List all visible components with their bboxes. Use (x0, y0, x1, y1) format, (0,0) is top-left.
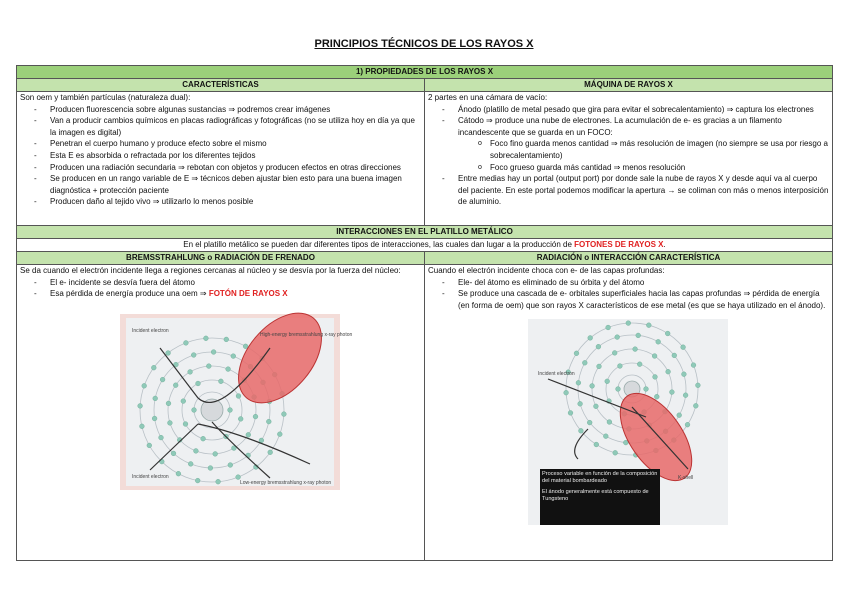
electron-dot (184, 340, 189, 345)
foton-highlight: FOTÓN DE RAYOS X (208, 289, 288, 299)
list-item: - Se produce una cascada de e- orbitales superficiales hacia las capas profundas ⇒ pérdida de energía (en forma de oem) que son rayos X característicos de ese metal (es que se haya utilizado en el ánodo). (428, 288, 829, 311)
electron-dot (618, 364, 623, 369)
electron-dot (228, 407, 233, 412)
electron-dot (606, 325, 611, 330)
bremsstrahlung-list (20, 277, 421, 300)
section2-intro-end: . (663, 240, 666, 249)
electron-dot (238, 416, 243, 421)
electron-dot (654, 395, 659, 400)
electron-dot (195, 478, 200, 483)
electron-dot (576, 381, 581, 386)
section2-header: INTERACCIONES EN EL PLATILLO METÁLICO (17, 226, 833, 239)
electron-dot (138, 403, 143, 408)
electron-dot (196, 381, 201, 386)
electron-dot (683, 393, 688, 398)
electron-dot (208, 465, 213, 470)
maquina-cell (425, 92, 833, 226)
electron-dot (607, 420, 612, 425)
list-item: - Producen fluorescencia sobre algunas sustancias ⇒ podremos crear imágenes (20, 104, 421, 116)
electron-dot (613, 451, 618, 456)
maquina-list (428, 104, 829, 139)
electron-dot (665, 331, 670, 336)
electron-dot (152, 416, 157, 421)
caracteristicas-intro: Son oem y también partículas (naturaleza dual): (20, 93, 191, 102)
electron-dot (637, 362, 642, 367)
electron-dot (147, 443, 152, 448)
list-item-catodo (428, 115, 829, 138)
list-item: - Van a producir cambios químicos en placas radiográficas y fotográficas (no se utiliza hoy en día ya que la imagen es digital) (20, 115, 421, 138)
label-kshell: K-shell (678, 475, 694, 482)
electron-dot (282, 411, 287, 416)
electron-dot (246, 432, 251, 437)
electron-dot (670, 390, 675, 395)
caracteristica-intro: Cuando el electrón incidente choca con e- de las capas profundas: (428, 266, 665, 275)
electron-dot (231, 353, 236, 358)
electron-dot (636, 333, 641, 338)
electron-dot (160, 377, 165, 382)
caracteristica-list (428, 277, 829, 312)
electron-dot (666, 370, 671, 375)
electron-dot (588, 336, 593, 341)
label-high-energy: High-energy bremsstrahlung x-ray photon (260, 331, 353, 338)
caracteristica-header: RADIACIÓN o INTERACCIÓN CARACTERÍSTICA (425, 252, 833, 265)
electron-dot (693, 404, 698, 409)
list-item: - Se producen en un rango variable de E ⇒ técnicos deben ajustar bien esto para una buena imagen diagnóstica + protección paciente (20, 173, 421, 196)
electron-dot (188, 369, 193, 374)
electron-dot (183, 421, 188, 426)
electron-dot (168, 420, 173, 425)
bremsstrahlung-intro: Se da cuando el electrón incidente llega a regiones cercanas al núcleo y se desvía por la fuerza del núcleo: (20, 266, 401, 275)
electron-dot (166, 401, 171, 406)
electron-dot (578, 402, 583, 407)
electron-dot (166, 350, 171, 355)
list-item: - Penetran el cuerpo humano y produce efecto sobre el mismo (20, 138, 421, 150)
electron-dot (192, 407, 197, 412)
electron-dot (653, 375, 658, 380)
electron-dot (594, 442, 599, 447)
electron-dot (176, 471, 181, 476)
electron-dot (236, 393, 241, 398)
electron-dot (587, 421, 592, 426)
label-low-energy: Low-energy bremsstrahlung x-ray photon (240, 479, 332, 486)
list-item: - Producen daño al tejido vivo ⇒ utilizarlo lo menos posible (20, 196, 421, 208)
electron-dot (646, 323, 651, 328)
electron-dot (206, 363, 211, 368)
electron-dot (615, 335, 620, 340)
section2-intro (17, 239, 833, 252)
electron-dot (603, 434, 608, 439)
electron-dot (582, 361, 587, 366)
maquina-intro: 2 partes en una cámara de vacío: (428, 93, 548, 102)
list-item: - Esta E es absorbida o refractada por los diferentes tejidos (20, 150, 421, 162)
electron-dot (188, 461, 193, 466)
page-title: PRINCIPIOS TÉCNICOS DE LOS RAYOS X (314, 38, 534, 50)
electron-dot (568, 411, 573, 416)
electron-dot (268, 450, 273, 455)
electron-dot (597, 364, 602, 369)
electron-dot (140, 424, 145, 429)
electron-dot (681, 345, 686, 350)
caracteristicas-cell (17, 92, 425, 226)
portal-list (428, 173, 829, 208)
electron-dot (685, 423, 690, 428)
electron-dot (691, 363, 696, 368)
bremsstrahlung-cell (17, 265, 425, 561)
caracteristica-cell (425, 265, 833, 561)
electron-dot (633, 347, 638, 352)
electron-dot (224, 337, 229, 342)
caracteristica-diagram (528, 319, 728, 525)
caracteristicas-header: CARACTERÍSTICAS (17, 79, 425, 92)
electron-dot (201, 436, 206, 441)
caption-proceso: Proceso variable en función de la composición del material bombardeado (542, 471, 658, 485)
electron-dot (228, 462, 233, 467)
electron-dot (677, 413, 682, 418)
electron-dot (171, 451, 176, 456)
perdida-text: Esa pérdida de energía produce una oem ⇒ (50, 289, 209, 299)
label-incident-top: Incident electron (132, 327, 169, 334)
electron-dot (696, 383, 701, 388)
list-item: - Producen una radiación secundaria ⇒ rebotan con objetos y producen efectos en otras direcciones (20, 162, 421, 174)
electron-dot (181, 398, 186, 403)
electron-dot (226, 366, 231, 371)
bremsstrahlung-header: BREMSSTRAHLUNG o RADIACIÓN DE FRENADO (17, 252, 425, 265)
electron-dot (644, 387, 649, 392)
bremsstrahlung-diagram (120, 314, 353, 490)
electron-dot (682, 372, 687, 377)
electron-dot (142, 383, 147, 388)
electron-dot (574, 351, 579, 356)
electron-dot (564, 391, 569, 396)
electron-dot (616, 387, 621, 392)
electron-dot (672, 353, 677, 358)
electron-dot (605, 379, 610, 384)
electron-dot (612, 351, 617, 356)
electron-dot (579, 429, 584, 434)
list-item: - El e- incidente se desvía fuera del átomo (20, 277, 421, 289)
electron-dot (219, 379, 224, 384)
list-item-anodo: - Ánodo (platillo de metal pesado que gira para evitar el sobrecalentamiento) ⇒ captura los electrones (428, 104, 829, 116)
list-item: o Foco fino guarda menos cantidad ⇒ más resolución de imagen (no siempre se usa por riesgo a sobrecalentamiento) (428, 138, 829, 161)
electron-dot (253, 414, 258, 419)
main-table (16, 65, 833, 561)
caracteristicas-list (20, 104, 421, 208)
electron-dot (590, 384, 595, 389)
electron-dot (216, 479, 221, 484)
electron-dot (626, 321, 631, 326)
electron-dot (159, 435, 164, 440)
electron-dot (594, 404, 599, 409)
section2-intro-text: En el platillo metálico se pueden dar diferentes tipos de interacciones, las cuales dan lugar a la producción de (183, 240, 575, 249)
electron-dot (204, 336, 209, 341)
electron-dot (151, 365, 156, 370)
electron-dot (596, 345, 601, 350)
fotones-highlight: FOTONES DE RAYOS X (574, 240, 664, 249)
label-incident: Incident electron (538, 371, 575, 378)
list-item: - Ele- del átomo es eliminado de su órbita y del átomo (428, 277, 829, 289)
list-item-portal: - Entre medias hay un portal (output port) por donde sale la nube de rayos X y desde aquí va al cuerpo del paciente. En este portal podemos modificar la apertura → se coliman con más o menos interposición de aluminio. (428, 173, 829, 208)
foco-list (428, 138, 829, 173)
catodo-text: Cátodo ⇒ produce una nube de electrones. La acumulación de e- es gracias a un filamento incandescente que se guarda en un FOCO: (458, 116, 782, 137)
electron-dot (277, 432, 282, 437)
electron-dot (652, 354, 657, 359)
electron-dot (211, 349, 216, 354)
electron-dot (191, 352, 196, 357)
list-item (20, 288, 421, 300)
list-item: o Foco grueso guarda más cantidad ⇒ menos resolución (428, 162, 829, 174)
section1-header: 1) PROPIEDADES DE LOS RAYOS X (17, 66, 833, 79)
electron-dot (656, 340, 661, 345)
electron-dot (194, 448, 199, 453)
label-incident-bottom: Incident electron (132, 473, 169, 480)
electron-dot (266, 419, 271, 424)
maquina-header: MÁQUINA DE RAYOS X (425, 79, 833, 92)
electron-dot (236, 474, 241, 479)
electron-dot (153, 396, 158, 401)
electron-dot (213, 451, 218, 456)
caption-anodo: El ánodo generalmente está compuesto de Tungsteno (542, 489, 649, 503)
electron-dot (173, 383, 178, 388)
